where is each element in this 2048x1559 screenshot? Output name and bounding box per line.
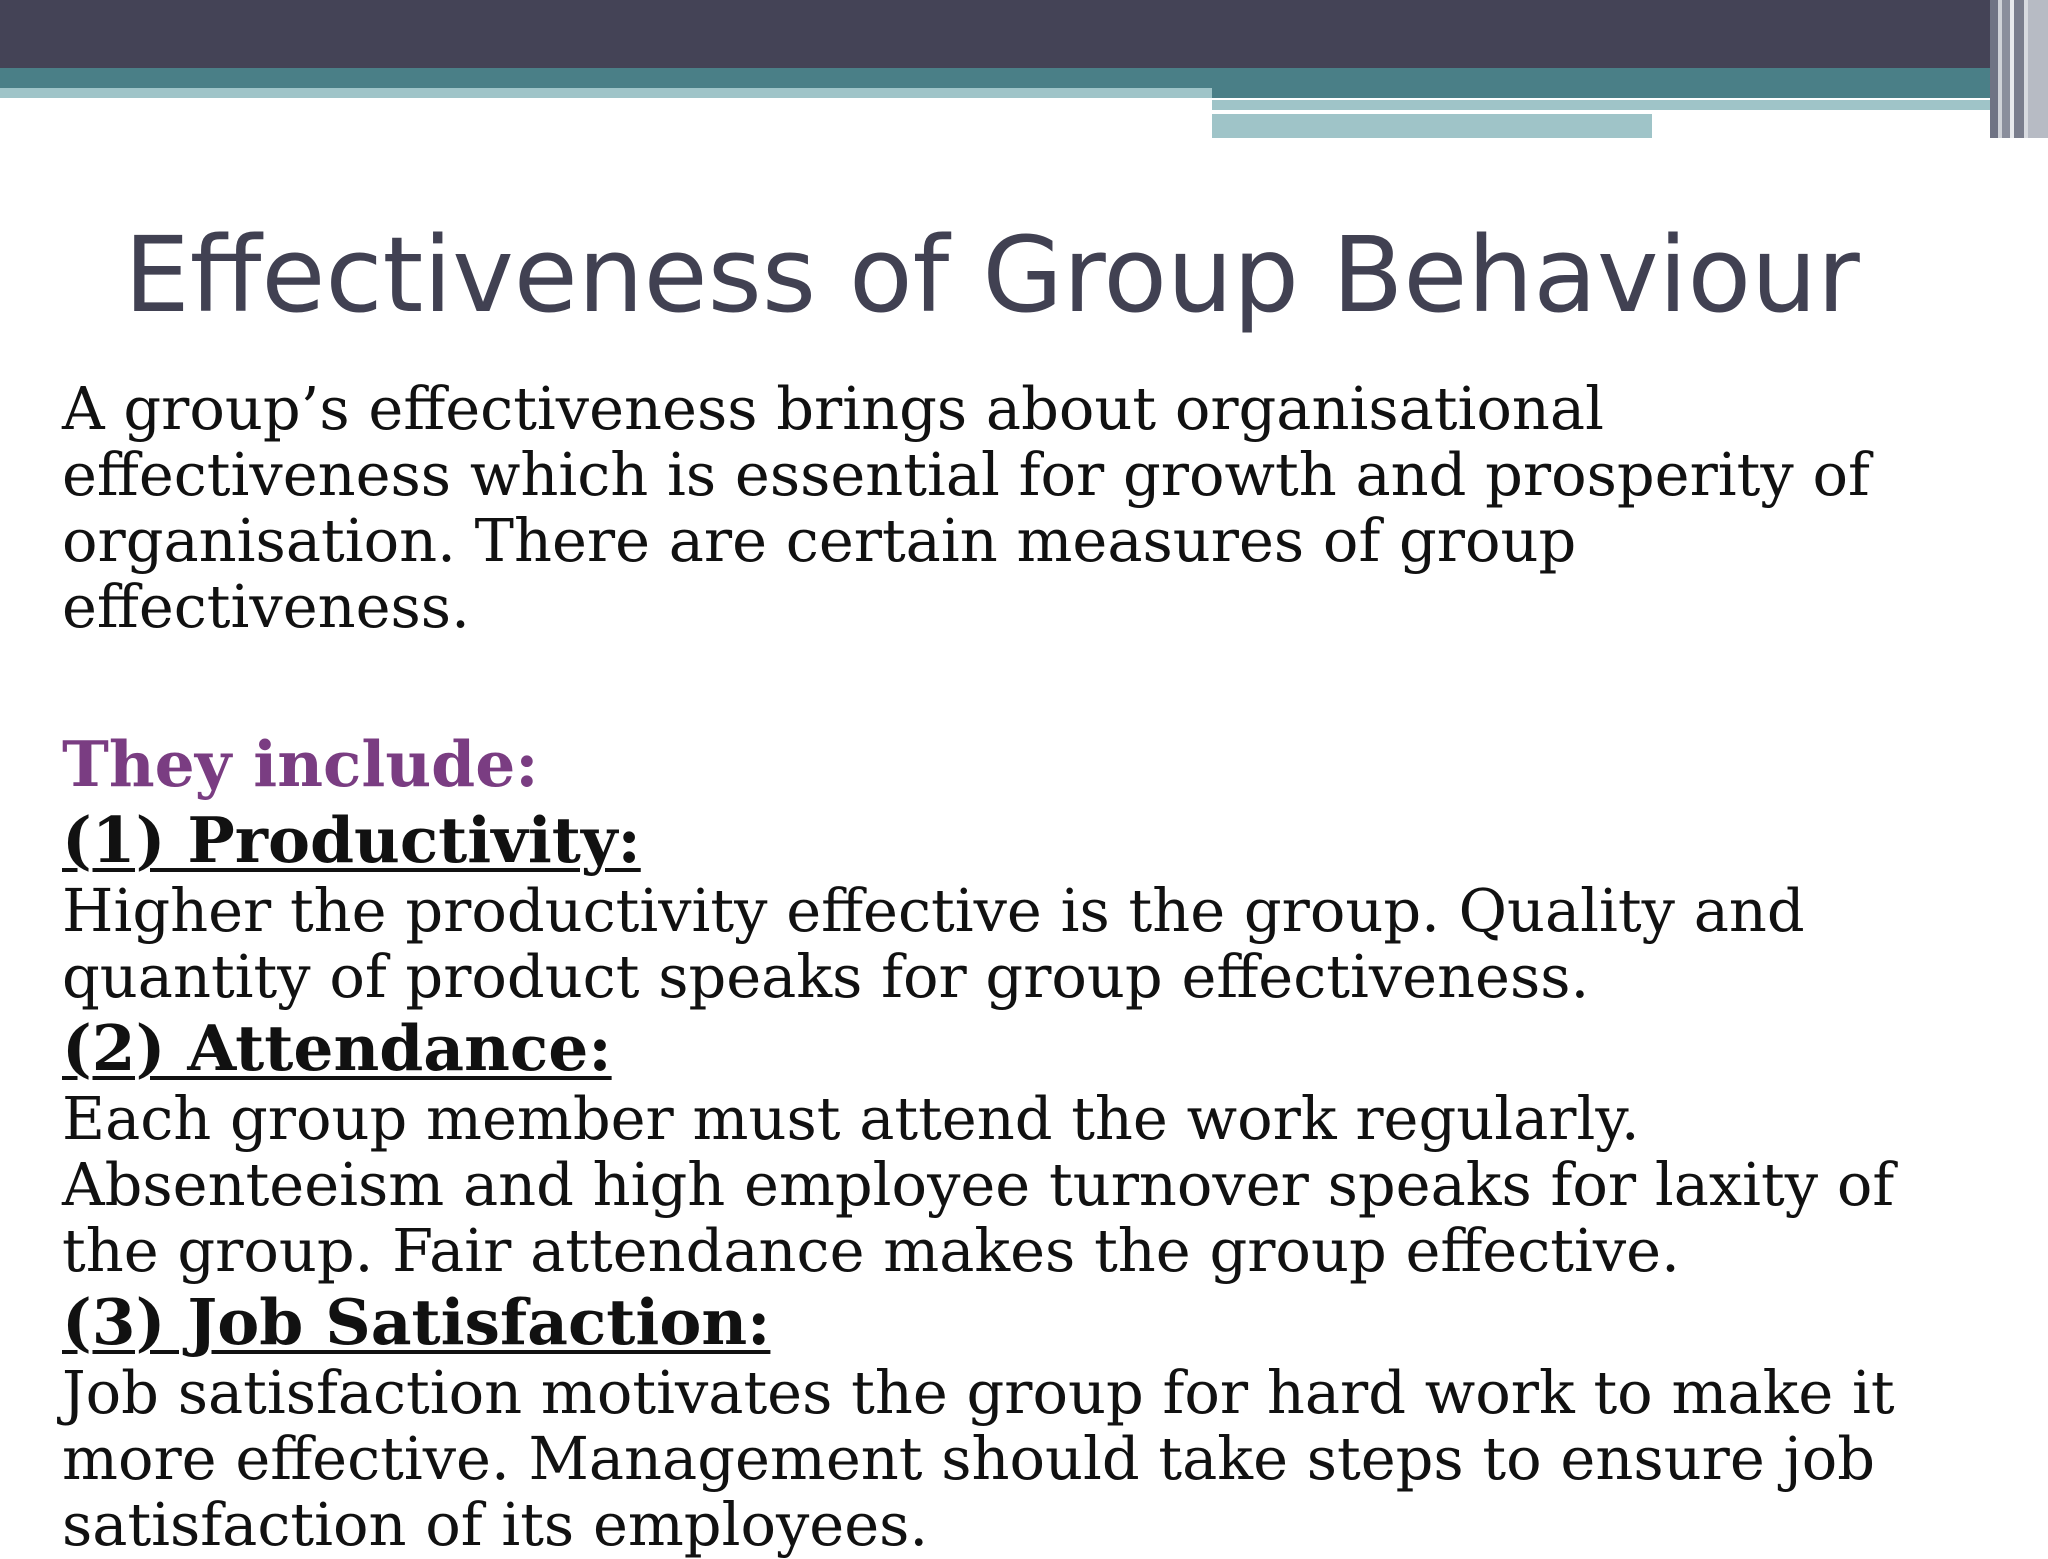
header-band-right-lower [1212,114,1652,138]
header-stripes [1990,0,2048,138]
header-band-teal [0,68,2048,88]
slide-body [62,376,2002,1558]
item-heading-job-satisfaction: (3) Job Satisfaction: [62,1285,771,1359]
item-heading-productivity: (1) Productivity: [62,803,641,877]
header-band-right-upper [1212,100,2048,110]
slide-title: Effectiveness of Group Behaviour [124,214,1860,336]
list-lead: They include: [62,727,539,801]
intro-paragraph: A group’s effectiveness brings about organisational effectiveness which is essential for growth and prosperity of organisation. There are certain measures of group effectiveness. [62,374,1870,641]
item-body-attendance: Each group member must attend the work regularly. Absenteeism and high employee turnover speaks for laxity of the group. Fair attendance makes the group effective. [62,1084,1895,1285]
item-body-productivity: Higher the productivity effective is the group. Quality and quantity of product speaks for group effectiveness. [62,876,1805,1011]
header-band-dark [0,0,2048,68]
header-band-teal-right [1212,88,2048,98]
item-heading-attendance: (2) Attendance: [62,1011,612,1085]
header-band-light [0,88,1212,98]
item-body-job-satisfaction: Job satisfaction motivates the group for hard work to make it more effective. Management should take steps to ensure job satisfaction of its employees. [62,1358,1895,1559]
